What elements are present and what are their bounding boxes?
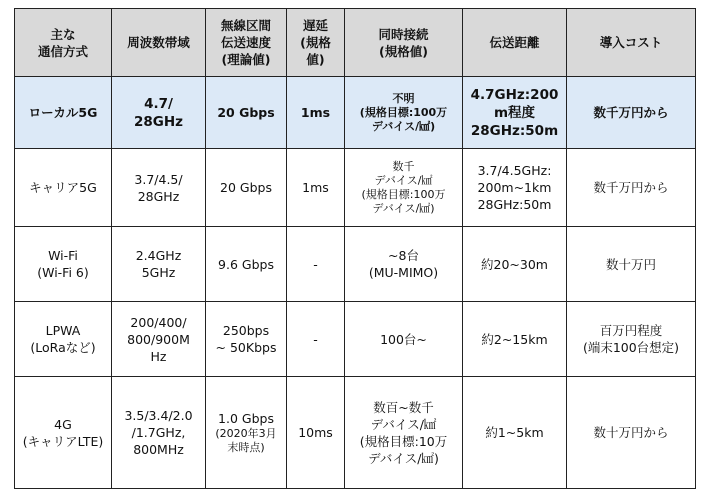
cell-latency: - [287,302,345,377]
cell-frequency: 2.4GHz 5GHz [112,227,206,302]
cell-speed: 1.0 Gbps (2020年3月 末時点) [206,377,287,489]
header-row [15,9,696,77]
header-latency: 遅延 (規格 値) [287,9,345,77]
table-row [15,149,696,227]
cell-method: ローカル5G [15,77,112,149]
cell-method: 4G (キャリアLTE) [15,377,112,489]
header-speed: 無線区間 伝送速度 (理論値) [206,9,287,77]
cell-cost: 百万円程度 (端末100台想定) [567,302,696,377]
cell-speed: 9.6 Gbps [206,227,287,302]
cell-distance: 3.7/4.5GHz: 200m~1km 28GHz:50m [463,149,567,227]
cell-cost: 数千万円から [567,77,696,149]
cell-speed: 20 Gbps [206,77,287,149]
cell-distance: 約20~30m [463,227,567,302]
cell-speed: 20 Gbps [206,149,287,227]
header-frequency: 周波数帯域 [112,9,206,77]
cell-latency: - [287,227,345,302]
header-connections: 同時接続 (規格値) [345,9,463,77]
table-row [15,302,696,377]
cell-latency: 1ms [287,77,345,149]
cell-distance: 4.7GHz:200 m程度 28GHz:50m [463,77,567,149]
cell-method: キャリア5G [15,149,112,227]
cell-frequency: 3.7/4.5/ 28GHz [112,149,206,227]
cell-cost: 数十万円 [567,227,696,302]
cell-frequency: 200/400/ 800/900M Hz [112,302,206,377]
cell-distance: 約2~15km [463,302,567,377]
cell-latency: 1ms [287,149,345,227]
cell-method: LPWA (LoRaなど) [15,302,112,377]
header-distance: 伝送距離 [463,9,567,77]
cell-connections: 100台~ [345,302,463,377]
cell-latency: 10ms [287,377,345,489]
cell-method: Wi-Fi (Wi-Fi 6) [15,227,112,302]
cell-connections: 数千 デバイス/㎢ (規格目標:100万 デバイス/㎢) [345,149,463,227]
cell-speed: 250bps ~ 50Kbps [206,302,287,377]
table-row [15,227,696,302]
comparison-table [14,8,696,489]
cell-connections: ~8台 (MU-MIMO) [345,227,463,302]
cell-cost: 数千万円から [567,149,696,227]
cell-connections: 不明 (規格目標:100万 デバイス/㎢) [345,77,463,149]
cell-frequency: 3.5/3.4/2.0 /1.7GHz, 800MHz [112,377,206,489]
header-cost: 導入コスト [567,9,696,77]
cell-cost: 数十万円から [567,377,696,489]
cell-distance: 約1~5km [463,377,567,489]
cell-frequency: 4.7/ 28GHz [112,77,206,149]
table-row [15,377,696,489]
cell-connections: 数百~数千 デバイス/㎢ (規格目標:10万 デバイス/㎢) [345,377,463,489]
header-method: 主な 通信方式 [15,9,112,77]
table-row [15,77,696,149]
